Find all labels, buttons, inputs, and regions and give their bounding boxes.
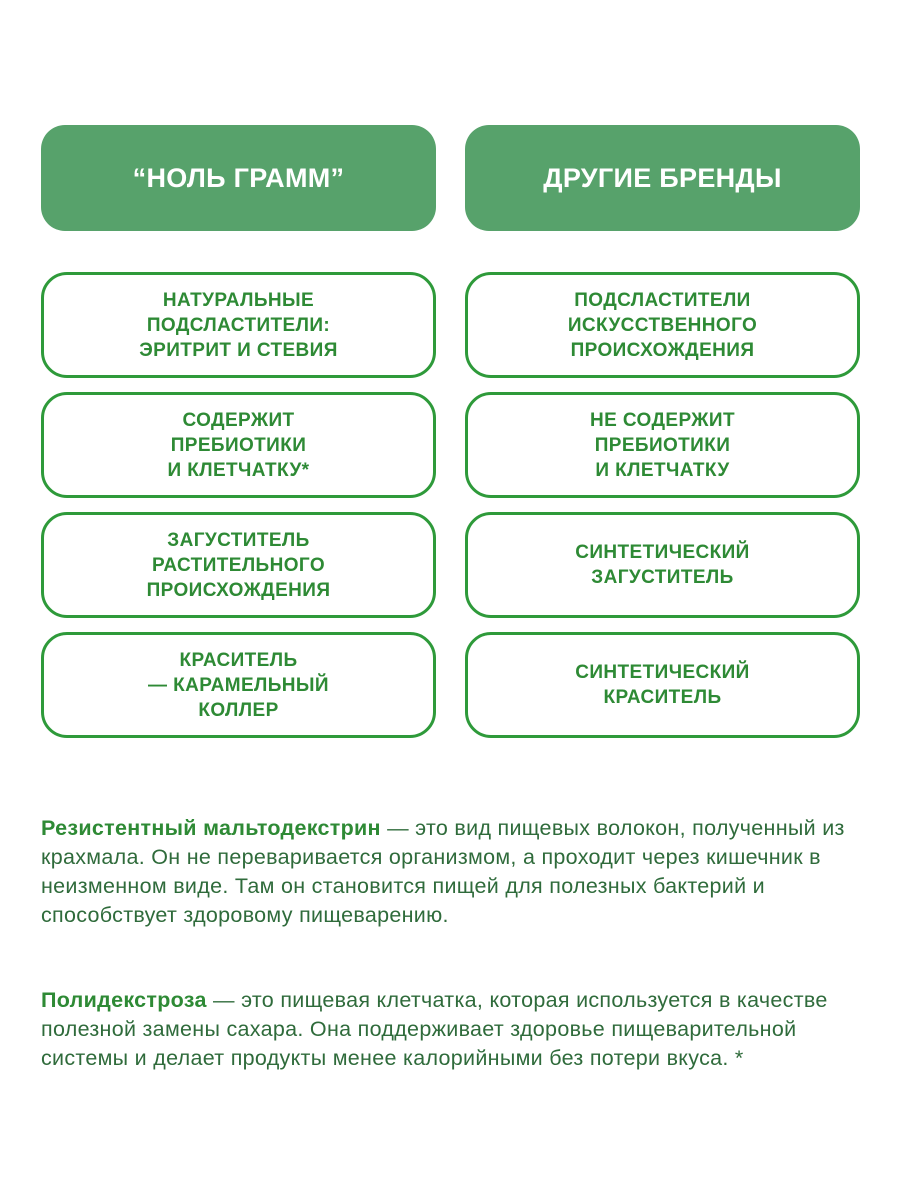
cell-line: ПОДСЛАСТИТЕЛИ [574, 289, 751, 311]
cell-line: КРАСИТЕЛЬ [603, 687, 722, 708]
cell-line: ПРОИСХОЖДЕНИЯ [146, 579, 331, 601]
comparison-cell-right-colorant [465, 632, 860, 738]
cell-line: ПРЕБИОТИКИ [594, 434, 731, 456]
cell-line: КОЛЛЕР [198, 699, 279, 721]
comparison-cell-left-thickener [41, 512, 436, 618]
cell-line: ПРЕБИОТИКИ [170, 434, 307, 456]
cell-line: НЕ СОДЕРЖИТ [590, 409, 735, 431]
footnote-polydextrose [41, 986, 871, 1073]
comparison-cell-right-sweeteners [465, 272, 860, 378]
header-brand-noll-gramm-label: “НОЛЬ ГРАММ” [132, 162, 345, 193]
footnote-maltodextrin [41, 814, 871, 930]
cell-line: РАСТИТЕЛЬНОГО [151, 554, 326, 576]
footnote-term: Резистентный мальтодекстрин [41, 815, 381, 840]
comparison-cell-left-sweeteners [41, 272, 436, 378]
cell-line: ЭРИТРИТ И СТЕВИЯ [139, 339, 338, 361]
cell-line: ПРОИСХОЖДЕНИЯ [570, 339, 755, 361]
cell-line: И КЛЕТЧАТКУ [595, 459, 730, 481]
comparison-cell-left-colorant [41, 632, 436, 738]
cell-line: ИСКУССТВЕННОГО [567, 314, 758, 336]
cell-line: СИНТЕТИЧЕСКИЙ [575, 542, 750, 563]
cell-line: ПОДСЛАСТИТЕЛИ: [146, 314, 331, 336]
footnote-text: — это вид пищевых волокон, полученный из крахмала. Он не переваривается организмом, а проходит через кишечник в неизменном виде. Там он становится пищей для полезных бактерий и способствует здоровому пищеварению. [41, 815, 845, 927]
cell-line: СОДЕРЖИТ [182, 409, 295, 431]
comparison-cell-left-prebiotics [41, 392, 436, 498]
cell-line: — КАРАМЕЛЬНЫЙ [148, 674, 329, 696]
cell-line: СИНТЕТИЧЕСКИЙ [575, 662, 750, 683]
comparison-cell-right-thickener [465, 512, 860, 618]
header-brand-noll-gramm [41, 125, 436, 231]
header-other-brands-label: ДРУГИЕ БРЕНДЫ [543, 162, 782, 193]
footnote-term: Полидекстроза [41, 987, 207, 1012]
cell-line: НАТУРАЛЬНЫЕ [162, 289, 315, 311]
cell-line: ЗАГУСТИТЕЛЬ [167, 529, 310, 551]
header-other-brands [465, 125, 860, 231]
cell-line: КРАСИТЕЛЬ [179, 649, 298, 671]
cell-line: И КЛЕТЧАТКУ* [167, 459, 310, 481]
cell-line: ЗАГУСТИТЕЛЬ [591, 567, 734, 588]
comparison-cell-right-prebiotics [465, 392, 860, 498]
footnote-text: — это пищевая клетчатка, которая используется в качестве полезной замены сахара. Она поддерживает здоровье пищеварительной системы и делает продукты менее калорийными без потери вкуса. * [41, 987, 828, 1070]
